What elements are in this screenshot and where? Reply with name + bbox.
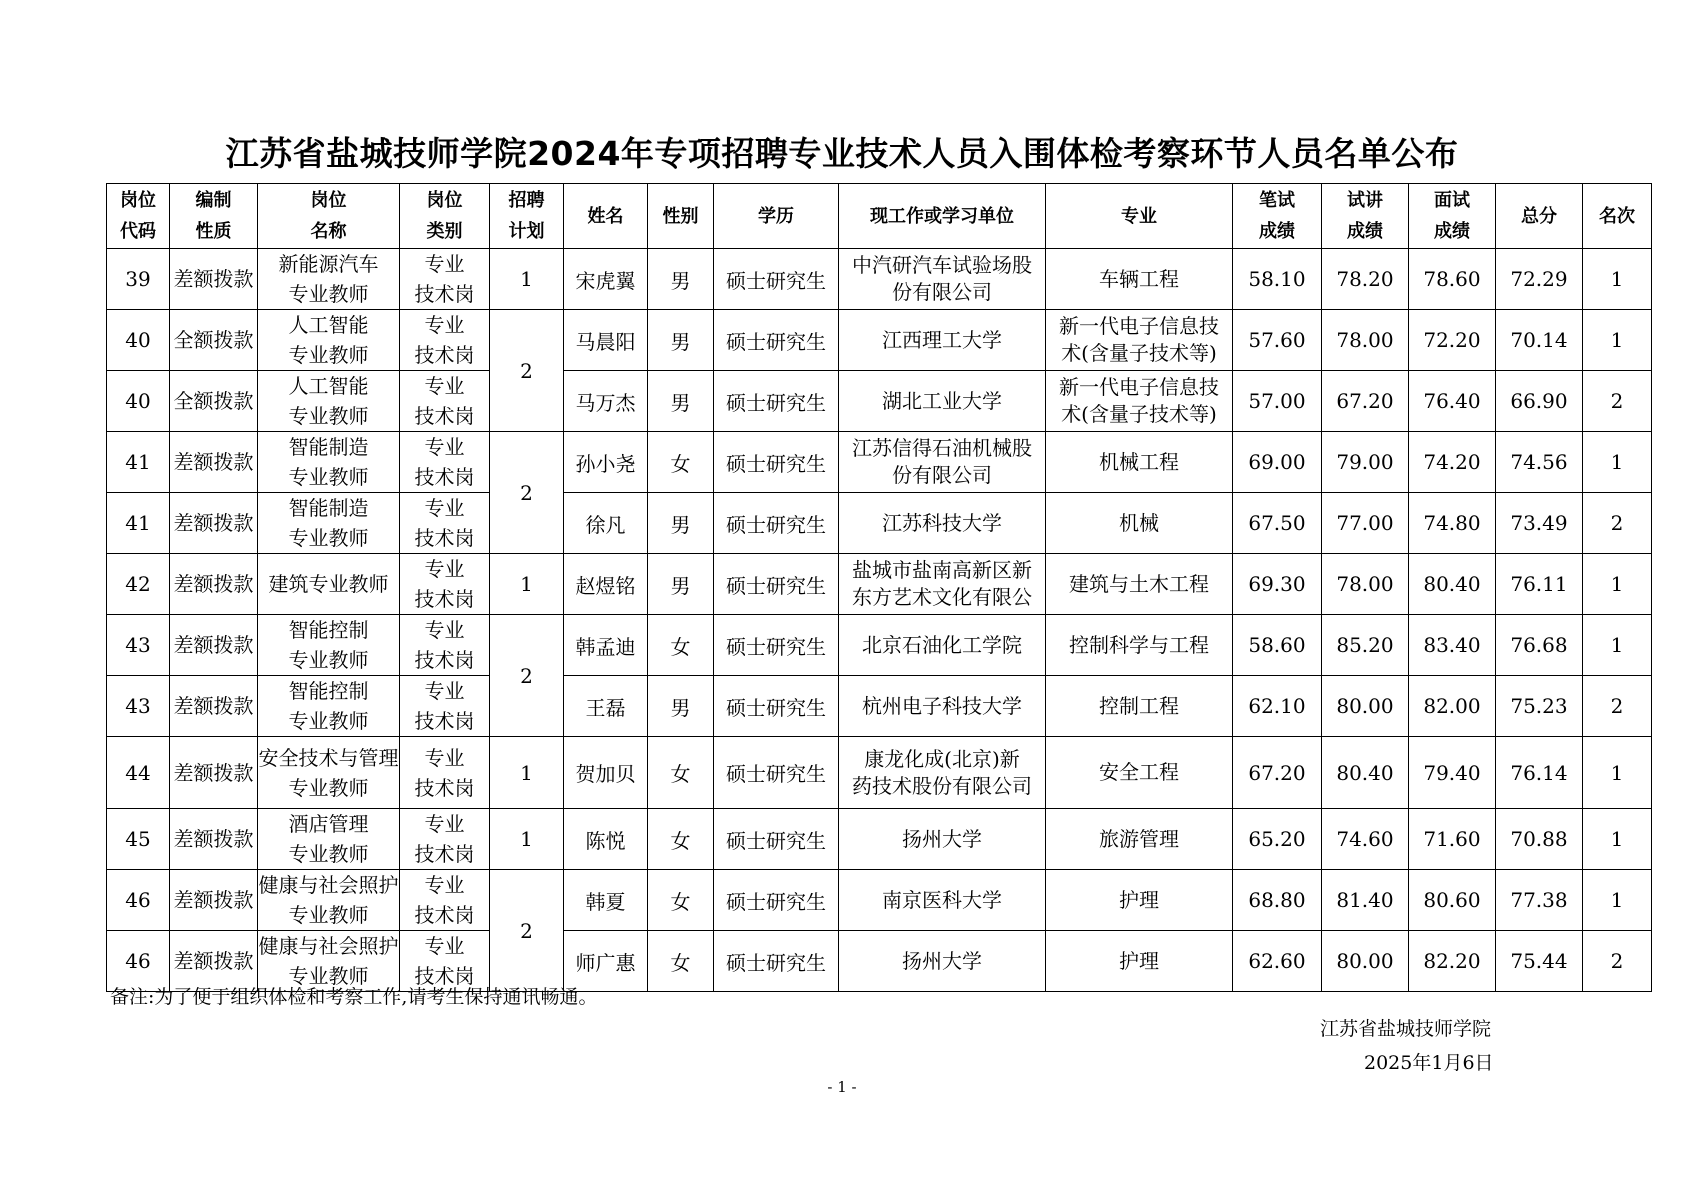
position-code-cell: 43 [107, 615, 170, 676]
candidate-name-cell: 韩孟迪 [564, 615, 648, 676]
candidate-name-cell: 韩夏 [564, 870, 648, 931]
gender-cell: 男 [648, 554, 714, 615]
total-score-cell: 74.56 [1496, 432, 1583, 493]
education-cell: 硕士研究生 [714, 676, 839, 737]
signature-org: 江苏省盐城技师学院 [1320, 1018, 1492, 1040]
lecture-score-cell: 80.00 [1322, 676, 1409, 737]
position-name-cell: 人工智能 专业教师 [258, 310, 400, 371]
table-row [107, 676, 1652, 737]
position-type-cell: 专业 技术岗 [400, 870, 490, 931]
unit-cell: 扬州大学 [839, 931, 1046, 992]
total-score-cell: 70.88 [1496, 809, 1583, 870]
candidate-name-cell: 贺加贝 [564, 737, 648, 809]
staffing-nature-cell: 差额拨款 [170, 615, 258, 676]
written-score-cell: 58.60 [1233, 615, 1322, 676]
signature-date: 2025年1月6日 [1364, 1052, 1494, 1074]
candidate-name-cell: 陈悦 [564, 809, 648, 870]
total-score-cell: 70.14 [1496, 310, 1583, 371]
staffing-nature-cell: 差额拨款 [170, 870, 258, 931]
unit-cell: 北京石油化工学院 [839, 615, 1046, 676]
rank-cell: 1 [1583, 310, 1652, 371]
header-total-score: 总分 [1496, 184, 1583, 249]
rank-cell: 1 [1583, 809, 1652, 870]
total-score-cell: 76.14 [1496, 737, 1583, 809]
header-name: 姓名 [564, 184, 648, 249]
interview-score-cell: 80.40 [1409, 554, 1496, 615]
unit-cell: 康龙化成(北京)新 药技术股份有限公司 [839, 737, 1046, 809]
written-score-cell: 69.00 [1233, 432, 1322, 493]
lecture-score-cell: 74.60 [1322, 809, 1409, 870]
header-major: 专业 [1046, 184, 1233, 249]
table-row [107, 737, 1652, 809]
rank-cell: 1 [1583, 432, 1652, 493]
rank-cell: 1 [1583, 554, 1652, 615]
position-type-cell: 专业 技术岗 [400, 310, 490, 371]
major-cell: 新一代电子信息技 术(含量子技术等) [1046, 371, 1233, 432]
major-cell: 车辆工程 [1046, 249, 1233, 310]
major-cell: 护理 [1046, 931, 1233, 992]
education-cell: 硕士研究生 [714, 809, 839, 870]
total-score-cell: 75.23 [1496, 676, 1583, 737]
major-cell: 护理 [1046, 870, 1233, 931]
header-recruit-plan: 招聘 计划 [490, 184, 564, 249]
lecture-score-cell: 78.00 [1322, 554, 1409, 615]
table-row [107, 554, 1652, 615]
header-lecture-score: 试讲 成绩 [1322, 184, 1409, 249]
header-gender: 性别 [648, 184, 714, 249]
position-name-cell: 智能控制 专业教师 [258, 615, 400, 676]
education-cell: 硕士研究生 [714, 371, 839, 432]
unit-cell: 杭州电子科技大学 [839, 676, 1046, 737]
candidate-name-cell: 王磊 [564, 676, 648, 737]
position-code-cell: 41 [107, 493, 170, 554]
written-score-cell: 65.20 [1233, 809, 1322, 870]
position-name-cell: 建筑专业教师 [258, 554, 400, 615]
header-unit: 现工作或学习单位 [839, 184, 1046, 249]
candidate-name-cell: 师广惠 [564, 931, 648, 992]
unit-cell: 江西理工大学 [839, 310, 1046, 371]
staffing-nature-cell: 差额拨款 [170, 809, 258, 870]
rank-cell: 1 [1583, 737, 1652, 809]
position-code-cell: 43 [107, 676, 170, 737]
recruit-plan-cell: 1 [490, 249, 564, 310]
candidate-name-cell: 马晨阳 [564, 310, 648, 371]
interview-score-cell: 76.40 [1409, 371, 1496, 432]
unit-cell: 南京医科大学 [839, 870, 1046, 931]
position-name-cell: 智能控制 专业教师 [258, 676, 400, 737]
interview-score-cell: 72.20 [1409, 310, 1496, 371]
lecture-score-cell: 67.20 [1322, 371, 1409, 432]
unit-cell: 扬州大学 [839, 809, 1046, 870]
recruit-plan-cell: 1 [490, 737, 564, 809]
table-row [107, 809, 1652, 870]
major-cell: 机械工程 [1046, 432, 1233, 493]
education-cell: 硕士研究生 [714, 249, 839, 310]
rank-cell: 1 [1583, 870, 1652, 931]
header-education: 学历 [714, 184, 839, 249]
position-code-cell: 44 [107, 737, 170, 809]
gender-cell: 女 [648, 809, 714, 870]
table-row [107, 371, 1652, 432]
header-rank: 名次 [1583, 184, 1652, 249]
written-score-cell: 69.30 [1233, 554, 1322, 615]
gender-cell: 女 [648, 432, 714, 493]
position-code-cell: 42 [107, 554, 170, 615]
interview-score-cell: 78.60 [1409, 249, 1496, 310]
major-cell: 控制科学与工程 [1046, 615, 1233, 676]
total-score-cell: 76.68 [1496, 615, 1583, 676]
candidate-name-cell: 赵煜铭 [564, 554, 648, 615]
gender-cell: 男 [648, 676, 714, 737]
gender-cell: 男 [648, 371, 714, 432]
position-type-cell: 专业 技术岗 [400, 432, 490, 493]
recruit-plan-cell: 2 [490, 615, 564, 737]
header-interview-score: 面试 成绩 [1409, 184, 1496, 249]
education-cell: 硕士研究生 [714, 310, 839, 371]
total-score-cell: 77.38 [1496, 870, 1583, 931]
interview-score-cell: 82.00 [1409, 676, 1496, 737]
recruit-plan-cell: 1 [490, 809, 564, 870]
total-score-cell: 76.11 [1496, 554, 1583, 615]
position-type-cell: 专业 技术岗 [400, 249, 490, 310]
lecture-score-cell: 79.00 [1322, 432, 1409, 493]
unit-cell: 江苏信得石油机械股 份有限公司 [839, 432, 1046, 493]
gender-cell: 男 [648, 310, 714, 371]
staffing-nature-cell: 差额拨款 [170, 931, 258, 992]
position-name-cell: 安全技术与管理 专业教师 [258, 737, 400, 809]
recruit-plan-cell: 2 [490, 310, 564, 432]
table-row [107, 870, 1652, 931]
footnote: 备注:为了便于组织体检和考察工作,请考生保持通讯畅通。 [110, 986, 598, 1008]
position-name-cell: 健康与社会照护 专业教师 [258, 870, 400, 931]
table-header-row [107, 184, 1652, 249]
education-cell: 硕士研究生 [714, 615, 839, 676]
candidate-table [106, 183, 1652, 992]
table-body [107, 249, 1652, 992]
rank-cell: 2 [1583, 371, 1652, 432]
position-code-cell: 46 [107, 931, 170, 992]
unit-cell: 盐城市盐南高新区新 东方艺术文化有限公 [839, 554, 1046, 615]
education-cell: 硕士研究生 [714, 493, 839, 554]
staffing-nature-cell: 全额拨款 [170, 310, 258, 371]
recruit-plan-cell: 2 [490, 870, 564, 992]
recruit-plan-cell: 1 [490, 554, 564, 615]
written-score-cell: 67.50 [1233, 493, 1322, 554]
gender-cell: 女 [648, 615, 714, 676]
position-type-cell: 专业 技术岗 [400, 931, 490, 992]
interview-score-cell: 82.20 [1409, 931, 1496, 992]
staffing-nature-cell: 差额拨款 [170, 493, 258, 554]
major-cell: 建筑与土木工程 [1046, 554, 1233, 615]
candidate-name-cell: 宋虎翼 [564, 249, 648, 310]
staffing-nature-cell: 差额拨款 [170, 676, 258, 737]
candidate-name-cell: 孙小尧 [564, 432, 648, 493]
lecture-score-cell: 80.00 [1322, 931, 1409, 992]
candidate-name-cell: 马万杰 [564, 371, 648, 432]
rank-cell: 1 [1583, 615, 1652, 676]
total-score-cell: 73.49 [1496, 493, 1583, 554]
header-staffing-nature: 编制 性质 [170, 184, 258, 249]
unit-cell: 中汽研汽车试验场股 份有限公司 [839, 249, 1046, 310]
education-cell: 硕士研究生 [714, 870, 839, 931]
written-score-cell: 57.60 [1233, 310, 1322, 371]
rank-cell: 2 [1583, 676, 1652, 737]
major-cell: 旅游管理 [1046, 809, 1233, 870]
staffing-nature-cell: 全额拨款 [170, 371, 258, 432]
written-score-cell: 57.00 [1233, 371, 1322, 432]
lecture-score-cell: 77.00 [1322, 493, 1409, 554]
written-score-cell: 62.60 [1233, 931, 1322, 992]
position-name-cell: 智能制造 专业教师 [258, 432, 400, 493]
education-cell: 硕士研究生 [714, 931, 839, 992]
total-score-cell: 66.90 [1496, 371, 1583, 432]
position-code-cell: 45 [107, 809, 170, 870]
rank-cell: 1 [1583, 249, 1652, 310]
lecture-score-cell: 78.00 [1322, 310, 1409, 371]
position-type-cell: 专业 技术岗 [400, 737, 490, 809]
major-cell: 控制工程 [1046, 676, 1233, 737]
interview-score-cell: 83.40 [1409, 615, 1496, 676]
position-type-cell: 专业 技术岗 [400, 493, 490, 554]
written-score-cell: 58.10 [1233, 249, 1322, 310]
staffing-nature-cell: 差额拨款 [170, 432, 258, 493]
unit-cell: 江苏科技大学 [839, 493, 1046, 554]
page-title: 江苏省盐城技师学院2024年专项招聘专业技术人员入围体检考察环节人员名单公布 [225, 134, 1459, 173]
position-code-cell: 40 [107, 310, 170, 371]
lecture-score-cell: 80.40 [1322, 737, 1409, 809]
gender-cell: 女 [648, 737, 714, 809]
total-score-cell: 75.44 [1496, 931, 1583, 992]
table-row [107, 249, 1652, 310]
position-name-cell: 健康与社会照护 专业教师 [258, 931, 400, 992]
written-score-cell: 68.80 [1233, 870, 1322, 931]
table-row [107, 493, 1652, 554]
table-row [107, 615, 1652, 676]
gender-cell: 男 [648, 493, 714, 554]
staffing-nature-cell: 差额拨款 [170, 554, 258, 615]
lecture-score-cell: 85.20 [1322, 615, 1409, 676]
interview-score-cell: 74.20 [1409, 432, 1496, 493]
unit-cell: 湖北工业大学 [839, 371, 1046, 432]
position-type-cell: 专业 技术岗 [400, 554, 490, 615]
rank-cell: 2 [1583, 493, 1652, 554]
education-cell: 硕士研究生 [714, 432, 839, 493]
candidate-name-cell: 徐凡 [564, 493, 648, 554]
position-type-cell: 专业 技术岗 [400, 676, 490, 737]
page-number: - 1 - [827, 1078, 857, 1096]
position-type-cell: 专业 技术岗 [400, 371, 490, 432]
total-score-cell: 72.29 [1496, 249, 1583, 310]
written-score-cell: 62.10 [1233, 676, 1322, 737]
table-row [107, 432, 1652, 493]
interview-score-cell: 71.60 [1409, 809, 1496, 870]
written-score-cell: 67.20 [1233, 737, 1322, 809]
position-name-cell: 新能源汽车 专业教师 [258, 249, 400, 310]
interview-score-cell: 80.60 [1409, 870, 1496, 931]
header-position-code: 岗位 代码 [107, 184, 170, 249]
position-code-cell: 40 [107, 371, 170, 432]
lecture-score-cell: 78.20 [1322, 249, 1409, 310]
gender-cell: 女 [648, 931, 714, 992]
position-name-cell: 人工智能 专业教师 [258, 371, 400, 432]
header-position-name: 岗位 名称 [258, 184, 400, 249]
staffing-nature-cell: 差额拨款 [170, 737, 258, 809]
lecture-score-cell: 81.40 [1322, 870, 1409, 931]
position-type-cell: 专业 技术岗 [400, 615, 490, 676]
position-code-cell: 46 [107, 870, 170, 931]
header-written-score: 笔试 成绩 [1233, 184, 1322, 249]
recruit-plan-cell: 2 [490, 432, 564, 554]
position-type-cell: 专业 技术岗 [400, 809, 490, 870]
major-cell: 机械 [1046, 493, 1233, 554]
position-name-cell: 酒店管理 专业教师 [258, 809, 400, 870]
interview-score-cell: 74.80 [1409, 493, 1496, 554]
interview-score-cell: 79.40 [1409, 737, 1496, 809]
header-position-type: 岗位 类别 [400, 184, 490, 249]
education-cell: 硕士研究生 [714, 554, 839, 615]
position-code-cell: 41 [107, 432, 170, 493]
position-code-cell: 39 [107, 249, 170, 310]
position-name-cell: 智能制造 专业教师 [258, 493, 400, 554]
staffing-nature-cell: 差额拨款 [170, 249, 258, 310]
rank-cell: 2 [1583, 931, 1652, 992]
gender-cell: 女 [648, 870, 714, 931]
table-row [107, 310, 1652, 371]
major-cell: 安全工程 [1046, 737, 1233, 809]
gender-cell: 男 [648, 249, 714, 310]
education-cell: 硕士研究生 [714, 737, 839, 809]
major-cell: 新一代电子信息技 术(含量子技术等) [1046, 310, 1233, 371]
